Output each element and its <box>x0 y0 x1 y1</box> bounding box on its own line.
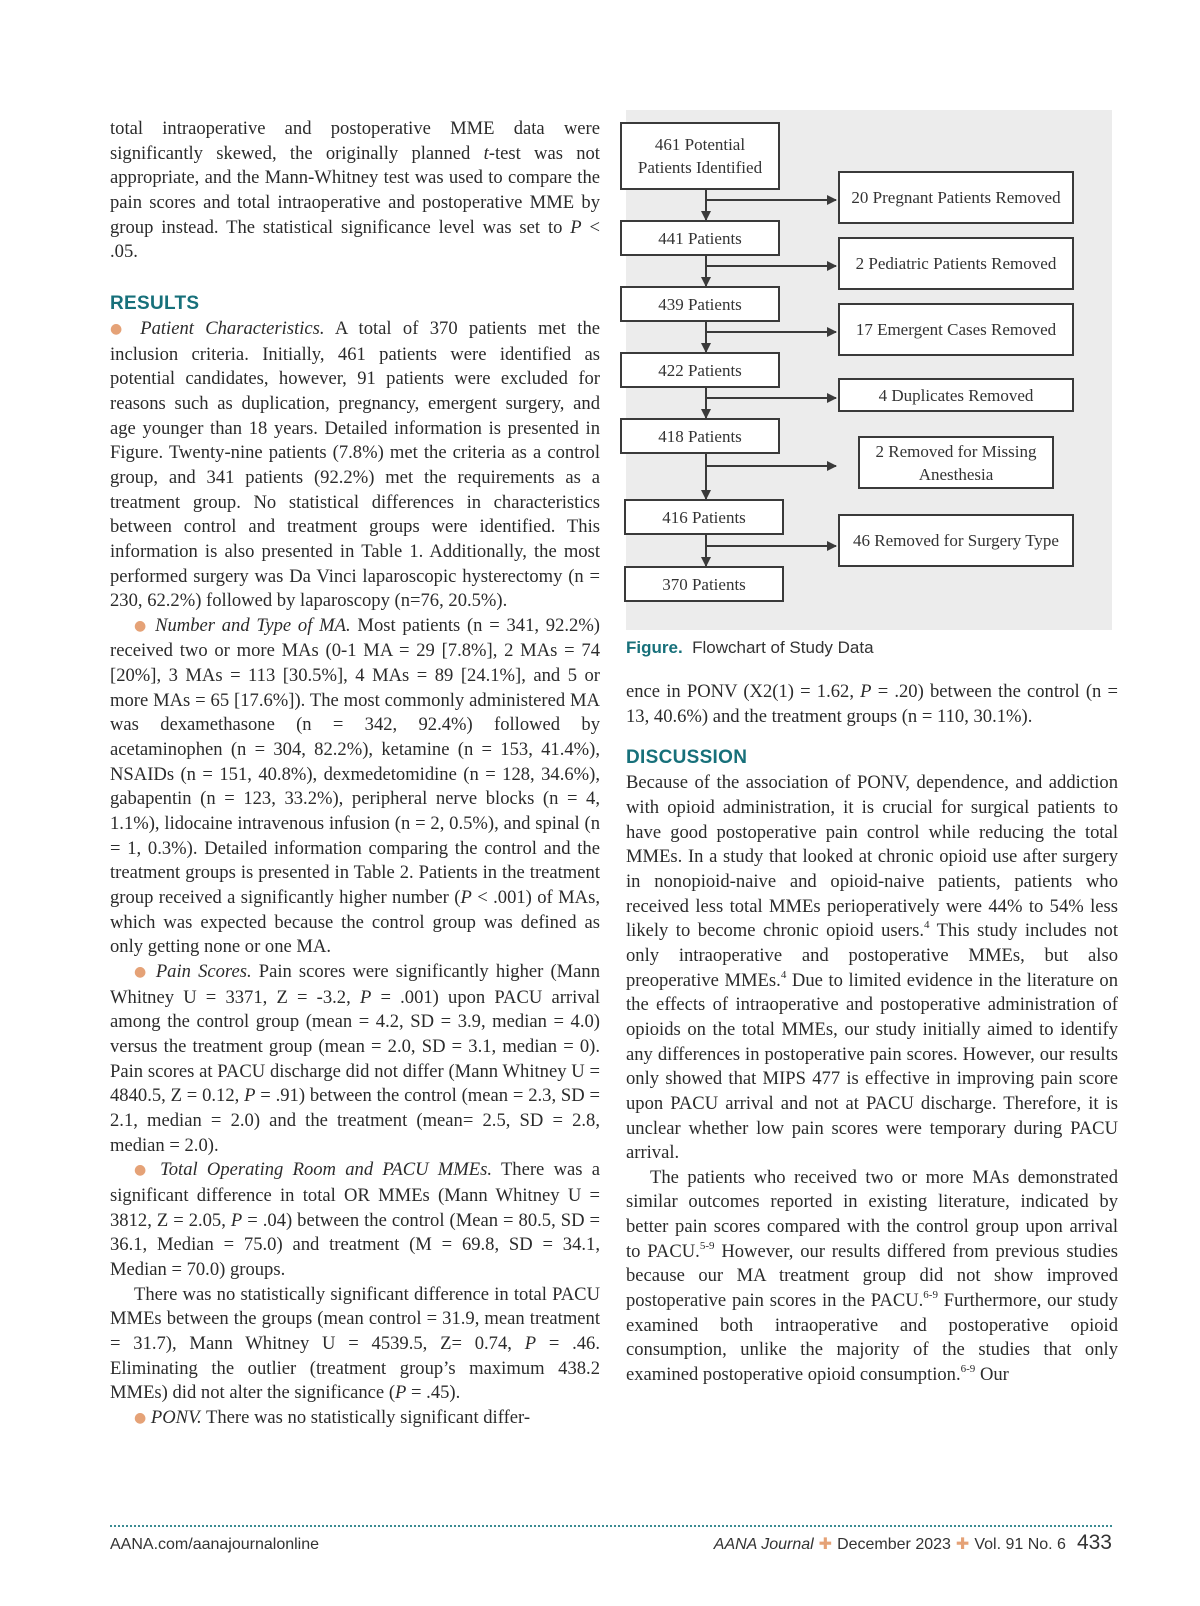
exclusion-emergent: 17 Emergent Cases Removed <box>838 303 1074 356</box>
text-span: P <box>524 1332 537 1354</box>
text-span: There was no statistically significant differ- <box>201 1406 531 1428</box>
text-span: = .20) between the control (n = 13, 40.6%) and the treatment groups (n = 110, 30.1%). <box>626 681 1118 727</box>
plus-separator-icon: ✚ <box>818 1536 833 1553</box>
text-span: = .46. Eliminating the outlier (treatment group’s maximum 438.2 MMEs) did not alter the significance ( <box>110 1332 600 1404</box>
subhead-ponv: PONV. <box>150 1406 202 1428</box>
citation: 6-9 <box>960 1363 976 1376</box>
flow-step-441: 441 Patients <box>620 220 780 256</box>
discussion-paragraph-2 <box>626 1166 1118 1388</box>
volume-number: Vol. 91 No. 6 <box>974 1536 1066 1553</box>
discussion-heading: DISCUSSION <box>626 747 748 769</box>
text-span: Due to limited evidence in the literature on the effects of intraoperative and postoperative administration of opioids on the total MMEs, our study initially aimed to identify any differences in postoperative pain scores. However, our results only showed that MIPS 477 is effective in improving pain score upon PACU arrival and not at PACU discharge. Therefore, it is unclear whether low pain scores were temporary during PACU arrival. <box>626 969 1119 1164</box>
subhead-patient-characteristics: Patient Characteristics. <box>140 317 325 339</box>
journal-name: AANA Journal <box>713 1536 814 1553</box>
text-span: Pain scores were significantly higher (Mann Whitney U = 3371, Z = -3.2, <box>110 961 601 1008</box>
flow-step-422: 422 Patients <box>620 352 780 388</box>
bullet-icon: ● <box>134 964 149 980</box>
text-span: = .001) upon PACU arrival among the control group (mean = 4.2, SD = 3.9, median = 4.0) versus the treatment group (mean = 2.0, SD = 3.1, median = 0). Pain scores at PACU discharge did not differ (Mann Whitney U = 4840.5, Z = 0.12, <box>110 986 600 1107</box>
exclusion-surgery-type: 46 Removed for Surgery Type <box>838 514 1074 567</box>
text-span: This study includes not only intraoperative and postoperative MMEs, but also preoperative MMEs. <box>626 920 1118 991</box>
text-span: = .45). <box>406 1382 461 1404</box>
citation: 6-9 <box>923 1289 938 1302</box>
text-span: P <box>460 887 472 909</box>
discussion-paragraph-1 <box>626 771 1118 1166</box>
subhead-pain-scores: Pain Scores. <box>155 961 252 982</box>
text-span: A total of 370 patients met the inclusion criteria. Initially, 461 patients were identified as potential candidates, however, 91 patients were excluded for reasons such as duplication, pregnancy, emergent surgery, and age younger than 18 years. Detailed information is presented in Figure. Twenty-nine patients (7.8%) met the criteria as a control group, and 341 patients (92.2%) met the requirements as a treatment group. No statistical differences in characteristics between control and treatment groups were identified. This information is also presented in Table 1. Additionally, the most performed surgery was Da Vinci laparoscopic hysterectomy (n = 230, 62.2%) followed by laparoscopy (n=76, 20.5%). <box>110 317 600 612</box>
text-span: Furthermore, our study examined both intraoperative and postoperative opioid consumption, unlike the majority of the studies that only examined postoperative opioid consumption. <box>626 1290 1118 1386</box>
ponv-continued-paragraph <box>626 680 1118 729</box>
text-span: < .05. <box>110 216 600 263</box>
text-span: = .91) between the control (mean = 2.3, SD = 2.1, median = 2.0) and the treatment (mean= 2.5, SD = 2.8, median = 2.0). <box>110 1085 600 1156</box>
flowchart-figure <box>626 110 1112 630</box>
exclusion-pregnant: 20 Pregnant Patients Removed <box>838 171 1074 224</box>
text-span: However, our results differed from previous studies because our MA treatment group did not show improved postoperative pain scores in the PACU. <box>626 1240 1118 1312</box>
plus-separator-icon: ✚ <box>955 1536 970 1553</box>
total-or-pacu-paragraph <box>110 1158 600 1282</box>
right-column <box>626 680 1118 1388</box>
exclusion-pediatric: 2 Pediatric Patients Removed <box>838 237 1074 290</box>
flow-step-439: 439 Patients <box>620 286 780 322</box>
text-span: P <box>244 1085 256 1107</box>
pacu-mme-paragraph <box>110 1283 600 1406</box>
ponv-paragraph <box>110 1406 600 1432</box>
page-number: 433 <box>1076 1531 1112 1554</box>
flow-step-416: 416 Patients <box>624 499 784 535</box>
text-span: -test was not appropriate, and the Mann-Whitney test was used to compare the pain scores and total intraoperative and postoperative MME by group instead. The statistical significance level was set to <box>110 142 600 238</box>
subhead-total-or-pacu: Total Operating Room and PACU MMEs. <box>160 1159 493 1181</box>
figure-caption-text: Flowchart of Study Data <box>692 638 874 657</box>
text-span: P <box>860 681 872 702</box>
text-span: There was a significant difference in total OR MMEs (Mann Whitney U = 3812, Z = 2.05, <box>110 1159 600 1231</box>
citation: 5-9 <box>699 1239 715 1252</box>
citation: 4 <box>780 968 787 981</box>
bullet-icon: ● <box>134 1409 147 1426</box>
text-span: P <box>359 986 372 1008</box>
figure-caption <box>626 638 874 658</box>
text-span: Because of the association of PONV, dependence, and addiction with opioid administration, it is crucial for surgical patients to have good postoperative pain control while reducing the total MMEs. In a study that looked at chronic opioid use after surgery in nonopioid-naive and opioid-naive patients, patients who received less total MMEs perioperatively were 44% to 54% less likely to become chronic opioid users. <box>626 772 1118 942</box>
subhead-number-type-ma: Number and Type of MA. <box>155 614 351 636</box>
text-span: Most patients (n = 341, 92.2%) received two or more MAs (0-1 MA = 29 [7.8%], 2 MAs = 74 [20%], 3 MAs = 113 [30.5%], 4 MAs = 89 [24.1%], and 5 or more MAs = 65 [17.6%]). The most commonly administered MA was dexamethasone (n = 342, 92.4%) followed by acetaminophen (n = 304, 82.2%), ketamine (n = 153, 41.4%), NSAIDs (n = 151, 40.8%), dexmedetomidine (n = 128, 34.6%), gabapentin (n = 123, 33.2%), peripheral nerve blocks (n = 4, 1.1%), lidocaine intravenous infusion (n = 2, 0.5%), and spinal (n = 1, 0.3%). Detailed information comparing the control and the treatment groups is presented in Table 2. Patients in the treatment group received a significantly higher number ( <box>110 614 600 909</box>
left-column <box>110 117 600 1431</box>
bullet-icon: ● <box>134 1162 151 1179</box>
footer-journal-info <box>714 1531 1112 1555</box>
text-span: P <box>570 216 582 238</box>
text-span: = .04) between the control (Mean = 80.5, SD = 36.1, Median = 75.0) and treatment (M = 69.8, SD = 34.1, Median = 70.0) groups. <box>110 1209 600 1280</box>
exclusion-missing-anesthesia: 2 Removed for Missing Anesthesia <box>858 436 1054 489</box>
results-heading: RESULTS <box>110 292 200 314</box>
figure-label: Figure. <box>626 638 683 657</box>
text-span: ence in PONV (X2(1) = 1.62, <box>626 681 861 702</box>
patient-characteristics-paragraph <box>110 317 600 614</box>
text-span: total intraoperative and postoperative MME data were significantly skewed, the originally planned <box>110 118 600 164</box>
ma-paragraph <box>110 614 600 960</box>
flow-step-370: 370 Patients <box>624 566 784 602</box>
text-span: P <box>230 1209 243 1231</box>
text-span: Our <box>975 1364 1009 1386</box>
bullet-icon: ● <box>110 320 129 337</box>
intro-paragraph <box>110 117 600 265</box>
text-span: The patients who received two or more MAs demonstrated similar outcomes reported in existing literature, indicated by better pain scores compared with the control group upon arrival to PACU. <box>626 1166 1118 1262</box>
pain-scores-paragraph <box>110 960 600 1158</box>
exclusion-duplicates: 4 Duplicates Removed <box>838 378 1074 412</box>
text-span: There was no statistically significant difference in total PACU MMEs between the groups (mean control = 31.9, mean treatment = 31.7), Mann Whitney U = 4539.5, Z= 0.74, <box>110 1283 600 1354</box>
text-span: < .001) of MAs, which was expected because the control group was defined as only getting none or one MA. <box>110 887 600 958</box>
text-span: P <box>395 1382 407 1404</box>
flow-step-418: 418 Patients <box>620 418 780 454</box>
bullet-icon: ● <box>134 617 149 634</box>
footer-url[interactable]: AANA.com/aanajournalonline <box>110 1536 320 1553</box>
issue-date: December 2023 <box>837 1536 951 1553</box>
citation: 4 <box>923 919 930 932</box>
text-span: t <box>483 142 489 164</box>
footer-divider <box>110 1525 1112 1527</box>
flow-step-461: 461 Potential Patients Identified <box>620 122 780 190</box>
